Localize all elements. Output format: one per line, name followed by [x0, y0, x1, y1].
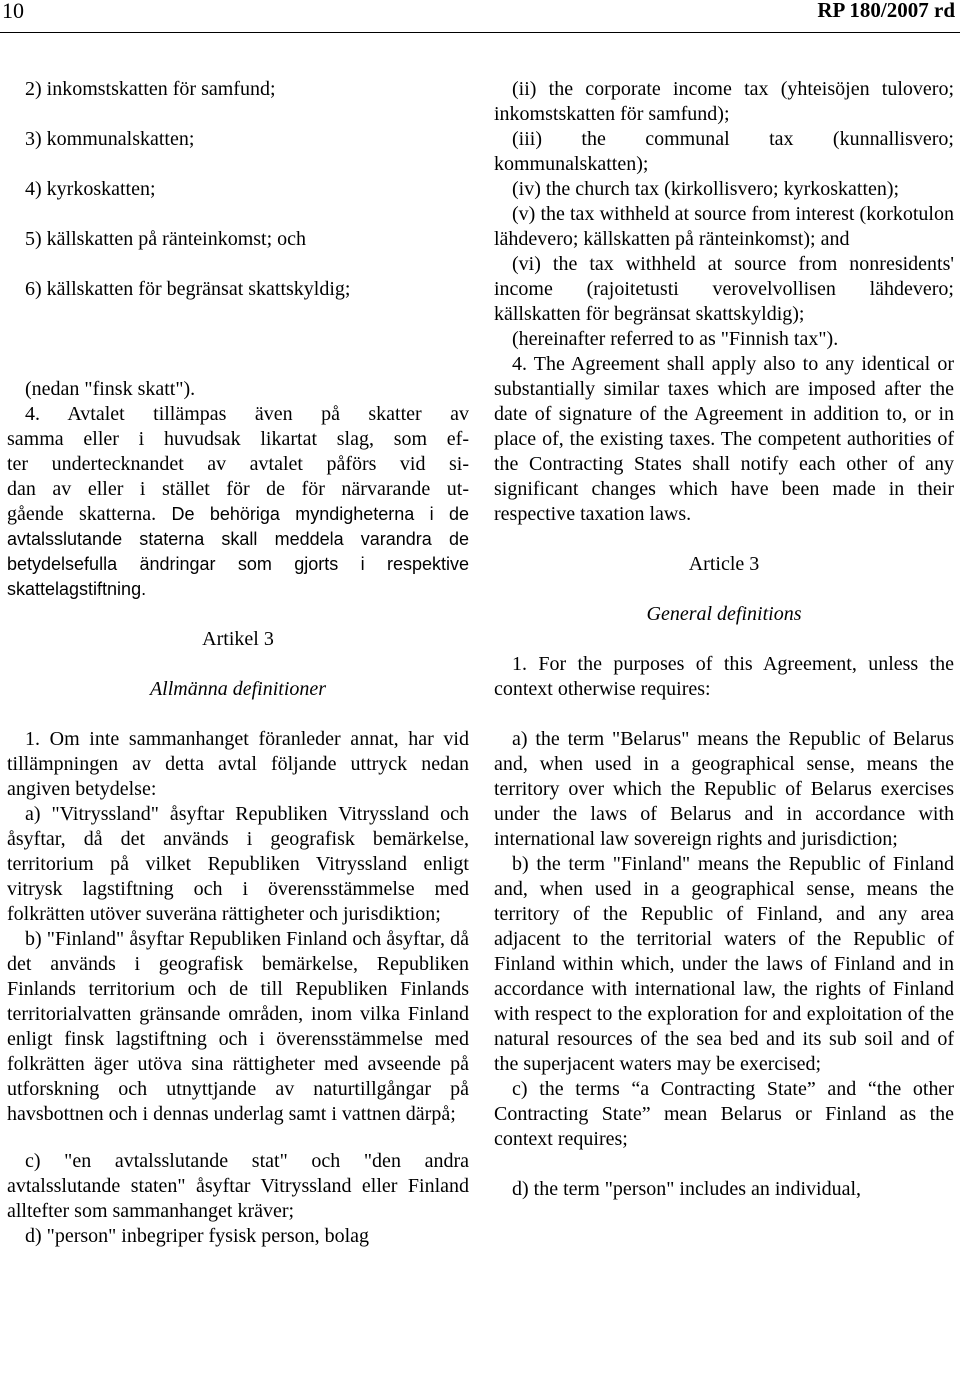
tax-item-2: 2) inkomstskatten för samfund; [25, 78, 276, 100]
page-header [0, 0, 960, 32]
definition-c: c) the terms “a Contracting State” and “the other Contracting State” mean Belarus or Finland as the context requires; [494, 1078, 954, 1150]
definition-b: b) "Finland" åsyftar Republiken Finland och åsyftar, då det används i geografisk bemärkelse, Republiken Finlands territorium och de till Republiken Finlands territorialvatten gränsande områden, inom vilka Finland enligt finsk lagstiftning och i överensstämmelse med folkrätten äger utöva sina rättigheter med avseende på utforskning och utnyttjande av naturtillgångar på havsbottnen och i dennas underlag samt i vattnen därpå; [7, 928, 469, 1125]
definition-d: d) the term "person" includes an individual, [512, 1178, 862, 1200]
paragraph-4-line: dan av eller i stället för de för närvarande ut- [7, 478, 469, 500]
definition-a: a) "Vitryssland" åsyftar Republiken Vitryssland och åsyftar, då det används i geografisk bemärkelse, territorium på vilket Republiken Vitryssland enligt vitrysk lagstiftning och i överensstämmelse med folkrätten utöver suveräna rättigheter och jurisdiktion; [7, 803, 469, 925]
paragraph-4 [7, 402, 469, 602]
definitions-intro: 1. For the purposes of this Agreement, unless the context otherwise requires: [494, 653, 954, 700]
definitions-intro: 1. Om inte sammanhanget föranleder annat, har vid tillämpningen av detta avtal följande uttryck nedan angiven betydelse: [7, 728, 469, 800]
tax-item-4: 4) kyrkoskatten; [25, 178, 156, 200]
definition-c: c) "en avtalsslutande stat" och "den andra avtalsslutande staten" åsyftar Vitryssland eller Finland alltefter som sammanhanget kräver; [7, 1150, 469, 1222]
paragraph-4: 4. The Agreement shall apply also to any identical or substantially similar taxes which are imposed after the date of signature of the Agreement in addition to, or in place of, the existing taxes. The competent authorities of the Contracting States shall notify each other of any significant changes which have been made in their respective taxation laws. [494, 353, 954, 525]
tax-item-v: (v) the tax withheld at source from interest (korkotulon lähdevero; källskatten på ränteinkomst); and [494, 203, 954, 250]
tax-item-vi: (vi) the tax withheld at source from nonresidents' income (rajoitetusti verovelvollisen lähdevero; källskatten för begränsat skattskyldig); [494, 253, 954, 325]
article-title: Artikel 3 [202, 628, 274, 650]
definition-d: d) "person" inbegriper fysisk person, bolag [25, 1225, 370, 1247]
paragraph-4-authorities: De behöriga myndigheterna i de avtalsslutande staterna skall meddela varandra de betydelsefulla ändringar som gjorts i respektive skattelagstiftning. [7, 504, 469, 599]
paragraph-4-line: samma eller i huvudsak likartat slag, som ef- [7, 428, 469, 450]
paragraph-4-line: ter undertecknandet av avtalet påförs vid si- [7, 453, 469, 475]
article-title: Article 3 [688, 553, 760, 575]
article-subtitle: Allmänna definitioner [149, 678, 327, 700]
tax-item-ii: (ii) the corporate income tax (yhteisöjen tulovero; inkomstskatten för samfund); [494, 78, 954, 125]
finnish-tax-definition: (nedan "finsk skatt"). [25, 378, 196, 400]
page-number: 10 [2, 0, 24, 23]
swedish-column [7, 77, 469, 1249]
tax-item-5: 5) källskatten på ränteinkomst; och [25, 228, 307, 250]
tax-item-iv: (iv) the church tax (kirkollisvero; kyrkoskatten); [512, 178, 900, 200]
article-subtitle: General definitions [646, 603, 802, 625]
tax-item-6: 6) källskatten för begränsat skattskyldig; [25, 278, 351, 300]
document-id: RP 180/2007 rd [817, 0, 955, 22]
tax-item-3: 3) kommunalskatten; [25, 128, 195, 150]
header-rule [0, 32, 960, 33]
definition-b: b) the term "Finland" means the Republic of Finland and, when used in a geographical sense, means the territory of the Republic of Finland, and any area adjacent to the territorial waters of the Republic of Finland within which, under the laws of Finland and in accordance with international law, the rights of Finland with respect to the exploration for and exploitation of the natural resources of the sea bed and its sub soil and of the superjacent waters may be exercised; [494, 853, 954, 1075]
paragraph-4-line: 4. Avtalet tillämpas även på skatter av [25, 403, 469, 425]
tax-item-iii: (iii) the communal tax (kunnallisvero; kommunalskatten); [494, 128, 954, 175]
english-column [494, 77, 954, 1202]
finnish-tax-definition: (hereinafter referred to as "Finnish tax"). [512, 328, 839, 350]
definition-a: a) the term "Belarus" means the Republic of Belarus and, when used in a geographical sense, means the territory over which the Republic of Belarus exercises under the laws of Belarus and in accordance with international law sovereign rights and jurisdiction; [494, 728, 954, 850]
paragraph-4-tail: gående skatterna. [7, 503, 157, 525]
